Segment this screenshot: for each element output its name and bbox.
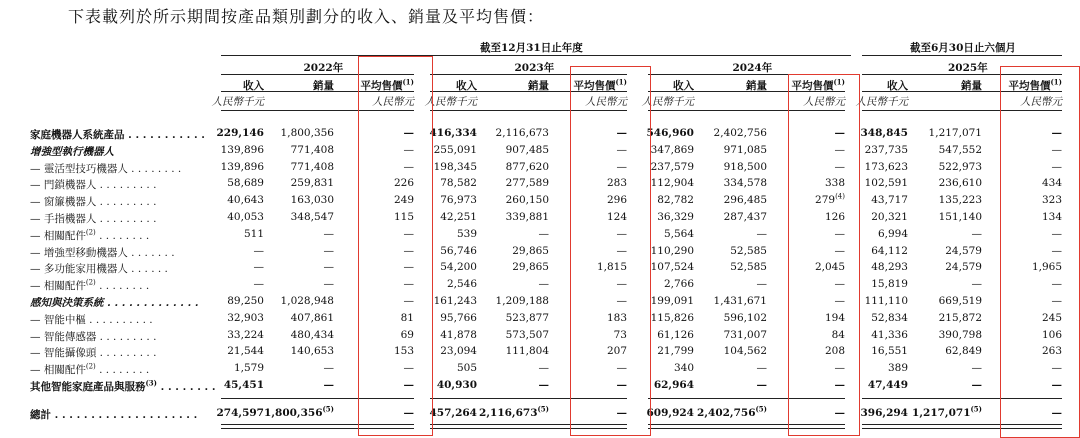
row-label: 其他智能家庭產品與服務$^{(3)}$ . . . . . . . .: [30, 378, 216, 393]
table-cell: 29,865: [512, 261, 549, 274]
table-cell: —: [403, 379, 414, 391]
row-label: — 相關配件$^{(2)}$ . . . . . . . .: [30, 228, 150, 242]
table-cell: 522,973: [938, 160, 982, 173]
col-volume-header: 銷量: [528, 80, 549, 92]
table-cell: 226: [393, 177, 414, 190]
row-label: 家庭機器人系統產品 . . . . . . . . . . .: [30, 129, 205, 141]
table-cell: 69: [400, 328, 414, 341]
table-cell: 21,544: [227, 345, 264, 358]
total-cell: 1,800,356$^{(5)}$: [264, 404, 334, 419]
table-cell: —: [323, 362, 334, 375]
table-cell: 287,437: [723, 211, 767, 223]
table-cell: —: [403, 143, 414, 156]
table-cell: —: [253, 244, 264, 257]
asp-highlight-box: [1000, 66, 1080, 438]
table-cell: 215,872: [938, 311, 982, 324]
col-asp-header: 平均售價$^{(1)}$: [1008, 77, 1062, 92]
table-cell: 296: [606, 194, 627, 207]
table-cell: 260,150: [505, 194, 549, 207]
table-cell: 416,334: [429, 127, 477, 139]
col-asp-header: 平均售價$^{(1)}$: [360, 77, 414, 92]
table-cell: —: [323, 379, 334, 391]
table-cell: —: [538, 379, 549, 391]
intro-text: 下表載列於所示期間按產品類別劃分的收入、銷量及平均售價：: [68, 7, 545, 26]
table-cell: 547,552: [938, 143, 982, 156]
table-cell: —: [756, 362, 767, 375]
table-cell: —: [834, 278, 845, 291]
table-cell: 596,102: [723, 311, 767, 324]
table-cell: —: [538, 362, 549, 375]
table-cell: 52,585: [730, 261, 767, 274]
table-cell: 259,831: [290, 177, 334, 190]
table-cell: 126: [824, 211, 845, 223]
asp-highlight-box: [570, 66, 651, 436]
table-cell: 407,861: [290, 311, 334, 324]
table-cell: 771,408: [290, 143, 334, 156]
table-cell: 41,336: [871, 328, 908, 341]
table-cell: —: [1051, 379, 1062, 391]
table-cell: —: [834, 143, 845, 156]
total-cell: 274,597: [216, 407, 264, 419]
table-cell: —: [1051, 244, 1062, 257]
table-cell: 2,116,673: [495, 127, 549, 139]
table-cell: 20,321: [871, 211, 908, 223]
table-cell: 106: [1041, 328, 1062, 341]
col-revenue-header: 收入: [243, 80, 264, 92]
unit-revenue: 人民幣千元: [641, 96, 694, 108]
row-label: — 相關配件$^{(2)}$ . . . . . . . .: [30, 362, 150, 377]
table-cell: 95,766: [440, 311, 477, 324]
table-cell: 339,881: [505, 211, 549, 223]
table-cell: 573,507: [505, 328, 549, 341]
table-cell: —: [756, 227, 767, 240]
table-cell: —: [834, 127, 845, 139]
table-cell: —: [1051, 143, 1062, 156]
row-label: 增強型執行機器人: [30, 145, 114, 158]
table-cell: 173,623: [864, 160, 908, 173]
row-label: — 多功能家用機器人 . . . . . .: [30, 263, 168, 276]
table-cell: 139,896: [220, 143, 264, 156]
table-cell: 52,585: [730, 244, 767, 257]
table-cell: 110,290: [650, 244, 694, 257]
table-cell: 56,746: [440, 244, 477, 257]
table-cell: 907,485: [505, 143, 549, 156]
table-cell: —: [323, 278, 334, 291]
period-main-rule: [221, 55, 851, 56]
row-label: — 智能攝像頭 . . . . . . . . .: [30, 347, 157, 360]
table-cell: —: [403, 278, 414, 291]
table-cell: —: [971, 227, 982, 240]
year-heading-2024年: 2024年: [732, 62, 773, 74]
table-cell: 84: [831, 328, 845, 341]
table-cell: 669,519: [938, 295, 982, 307]
table-cell: —: [403, 127, 414, 139]
table-cell: 198,345: [433, 160, 477, 173]
table-cell: —: [971, 278, 982, 291]
table-cell: —: [403, 227, 414, 240]
col-volume-header: 銷量: [313, 80, 334, 92]
asp-highlight-box: [788, 74, 860, 436]
table-cell: 277,589: [505, 177, 549, 190]
table-cell: —: [538, 227, 549, 240]
table-cell: 434: [1041, 177, 1062, 190]
total-cell: —: [834, 407, 845, 419]
table-cell: 76,973: [440, 194, 477, 207]
row-label: — 增強型移動機器人 . . . . . . .: [30, 246, 175, 259]
table-cell: 24,579: [945, 261, 982, 274]
col-volume-header: 銷量: [961, 80, 982, 92]
table-cell: —: [403, 244, 414, 257]
table-cell: 40,053: [227, 211, 264, 223]
table-cell: 48,293: [871, 261, 908, 274]
table-cell: 2,766: [663, 278, 694, 291]
table-cell: —: [1051, 127, 1062, 139]
table-cell: 237,735: [864, 143, 908, 156]
table-cell: 480,434: [290, 328, 334, 341]
table-cell: —: [1051, 295, 1062, 307]
row-label: — 手指機器人 . . . . . . . . .: [30, 213, 157, 225]
table-cell: 161,243: [433, 295, 477, 307]
table-cell: 41,878: [440, 328, 477, 341]
table-cell: 24,579: [945, 244, 982, 257]
table-cell: —: [323, 261, 334, 274]
table-cell: 151,140: [938, 211, 982, 223]
table-cell: 153: [393, 345, 414, 358]
table-cell: 1,579: [233, 362, 264, 375]
table-cell: 390,798: [938, 328, 982, 341]
table-cell: 43,717: [871, 194, 908, 207]
table-cell: —: [253, 278, 264, 291]
table-cell: 505: [456, 362, 477, 375]
table-cell: 21,799: [657, 345, 694, 358]
table-cell: —: [971, 362, 982, 375]
table-cell: —: [616, 143, 627, 156]
table-cell: —: [323, 227, 334, 240]
table-cell: 163,030: [290, 194, 334, 207]
table-cell: —: [756, 379, 767, 391]
table-cell: —: [538, 278, 549, 291]
table-cell: 73: [613, 328, 627, 341]
total-cell: —: [403, 407, 414, 419]
table-cell: —: [834, 244, 845, 257]
table-cell: 33,224: [227, 328, 264, 341]
table-cell: 32,903: [227, 311, 264, 324]
table-cell: 52,834: [871, 311, 908, 324]
year-heading-2023年: 2023年: [514, 62, 555, 74]
table-cell: 115: [393, 211, 414, 223]
col-asp-header: 平均售價$^{(1)}$: [573, 77, 627, 92]
table-cell: 64,112: [871, 244, 908, 257]
table-cell: 16,551: [871, 345, 908, 358]
table-cell: 2,045: [814, 261, 845, 274]
total-cell: 609,924: [646, 407, 694, 419]
table-cell: 283: [606, 177, 627, 190]
unit-revenue: 人民幣千元: [424, 96, 477, 108]
table-cell: 23,094: [440, 345, 477, 358]
table-cell: 347,869: [650, 143, 694, 156]
table-cell: 207: [606, 345, 627, 358]
table-cell: —: [1051, 278, 1062, 291]
total-label: 總計 . . . . . . . . . . . . . . . . . . . .: [30, 409, 198, 421]
period-half-heading: 截至6月30日止六個月: [910, 42, 1016, 54]
table-cell: 1,815: [596, 261, 627, 274]
table-cell: 104,562: [723, 345, 767, 358]
table-cell: 61,126: [657, 328, 694, 341]
table-cell: 539: [456, 227, 477, 240]
table-cell: 29,865: [512, 244, 549, 257]
year-heading-2022年: 2022年: [303, 62, 344, 74]
table-cell: —: [616, 362, 627, 375]
table-cell: 102,591: [864, 177, 908, 190]
table-cell: 40,643: [227, 194, 264, 207]
row-label: — 相關配件$^{(2)}$ . . . . . . . .: [30, 278, 150, 293]
year-heading-2025年: 2025年: [948, 62, 988, 74]
table-cell: 134: [1041, 211, 1062, 223]
table-cell: 36,329: [657, 211, 694, 223]
table-cell: 334,578: [723, 177, 767, 190]
table-cell: 81: [400, 311, 414, 324]
table-cell: 45,451: [223, 379, 264, 391]
table-cell: 229,146: [216, 127, 264, 139]
table-cell: 1,209,188: [495, 295, 549, 307]
table-cell: 1,431,671: [713, 295, 767, 307]
table-cell: —: [616, 127, 627, 139]
row-label: — 門鎖機器人 . . . . . . . . .: [30, 179, 157, 192]
table-cell: 249: [393, 194, 414, 207]
row-label: — 智能中樞 . . . . . . . . . .: [30, 313, 153, 326]
table-cell: —: [1051, 227, 1062, 240]
table-cell: 62,964: [653, 379, 694, 391]
period-half-rule: [862, 55, 1062, 56]
table-cell: —: [616, 379, 627, 391]
table-cell: 389: [887, 362, 908, 375]
table-cell: 731,007: [723, 328, 767, 341]
table-cell: —: [616, 160, 627, 173]
row-label: — 靈活型技巧機器人 . . . . . . . .: [30, 162, 182, 175]
table-cell: 15,819: [871, 278, 908, 291]
unit-revenue: 人民幣千元: [855, 96, 908, 108]
table-cell: —: [323, 244, 334, 257]
unit-asp: 人民幣元: [803, 96, 845, 108]
col-asp-header: 平均售價$^{(1)}$: [791, 77, 845, 92]
table-cell: 140,653: [290, 345, 334, 358]
table-cell: 523,877: [505, 311, 549, 324]
table-cell: 115,826: [650, 311, 694, 324]
col-revenue-header: 收入: [673, 80, 694, 92]
table-cell: 296,485: [723, 194, 767, 207]
table-cell: —: [616, 278, 627, 291]
asp-highlight-box: [358, 56, 433, 436]
table-cell: —: [834, 227, 845, 240]
table-cell: 511: [243, 227, 264, 240]
total-cell: —: [616, 407, 627, 419]
table-cell: 546,960: [646, 127, 694, 139]
total-cell: 2,116,673$^{(5)}$: [479, 404, 549, 419]
col-revenue-header: 收入: [456, 80, 477, 92]
table-cell: 82,782: [657, 194, 694, 207]
table-cell: —: [616, 295, 627, 307]
table-cell: 348,845: [860, 127, 908, 139]
table-cell: 111,110: [864, 295, 908, 307]
unit-asp: 人民幣元: [585, 96, 627, 108]
table-cell: 42,251: [440, 211, 477, 223]
table-cell: 340: [673, 362, 694, 375]
table-cell: —: [403, 362, 414, 375]
table-cell: 5,564: [663, 227, 694, 240]
table-cell: —: [1051, 160, 1062, 173]
table-cell: 89,250: [227, 295, 264, 307]
table-cell: 348,547: [290, 211, 334, 223]
table-cell: 971,085: [723, 143, 767, 156]
col-revenue-header: 收入: [887, 80, 908, 92]
table-cell: 62,849: [945, 345, 982, 358]
table-cell: 245: [1041, 311, 1062, 324]
table-cell: 877,620: [505, 160, 549, 173]
table-cell: —: [834, 362, 845, 375]
unit-asp: 人民幣元: [1020, 96, 1062, 108]
table-cell: 1,965: [1031, 261, 1062, 274]
table-cell: 1,217,071: [928, 127, 982, 139]
table-cell: 107,524: [650, 261, 694, 274]
table-cell: —: [253, 261, 264, 274]
table-cell: 124: [606, 211, 627, 223]
total-cell: 2,402,756$^{(5)}$: [697, 404, 767, 419]
table-cell: 183: [606, 311, 627, 324]
table-cell: 771,408: [290, 160, 334, 173]
row-label: — 窗簾機器人 . . . . . . . . .: [30, 196, 157, 209]
table-cell: 237,579: [650, 160, 694, 173]
table-cell: 111,804: [505, 345, 549, 358]
total-cell: 1,217,071$^{(5)}$: [912, 404, 982, 419]
row-label: 感知與決策系統 . . . . . . . . . . . . .: [30, 297, 199, 309]
table-cell: —: [834, 295, 845, 307]
table-cell: 2,546: [446, 278, 477, 291]
table-cell: —: [834, 160, 845, 173]
table-cell: 199,091: [650, 295, 694, 307]
table-cell: 78,582: [440, 177, 477, 190]
table-cell: 323: [1041, 194, 1062, 207]
table-cell: 208: [824, 345, 845, 358]
table-cell: —: [756, 278, 767, 291]
table-cell: 6,994: [877, 227, 908, 240]
table-cell: 194: [824, 311, 845, 324]
table-cell: 47,449: [867, 379, 908, 391]
table-cell: 135,223: [938, 194, 982, 207]
table-cell: 40,930: [436, 379, 477, 391]
table-cell: 263: [1041, 345, 1062, 358]
table-cell: —: [834, 379, 845, 391]
table-cell: 139,896: [220, 160, 264, 173]
table-cell: —: [403, 261, 414, 274]
period-main-heading: 截至12月31日止年度: [480, 42, 583, 54]
unit-revenue: 人民幣千元: [211, 96, 264, 108]
total-cell: 457,264: [429, 407, 477, 419]
row-label: — 智能傳感器 . . . . . . . . .: [30, 330, 157, 343]
table-cell: 279$^{(4)}$: [815, 192, 845, 207]
table-cell: 338: [824, 177, 845, 190]
table-cell: 54,200: [440, 261, 477, 274]
table-cell: 255,091: [433, 143, 477, 156]
table-cell: 1,800,356: [280, 127, 334, 139]
table-cell: —: [971, 379, 982, 391]
table-cell: 918,500: [723, 160, 767, 173]
table-cell: —: [616, 244, 627, 257]
table-cell: —: [403, 160, 414, 173]
table-cell: 236,610: [938, 177, 982, 190]
total-cell: —: [1051, 407, 1062, 419]
col-volume-header: 銷量: [746, 80, 767, 92]
table-cell: 2,402,756: [713, 127, 767, 139]
table-cell: —: [1051, 362, 1062, 375]
table-cell: 58,689: [227, 177, 264, 190]
unit-asp: 人民幣元: [372, 96, 414, 108]
table-cell: —: [403, 295, 414, 307]
total-cell: 396,294: [860, 407, 908, 419]
table-cell: —: [616, 227, 627, 240]
table-cell: 112,904: [650, 177, 694, 190]
table-cell: 1,028,948: [280, 295, 334, 307]
